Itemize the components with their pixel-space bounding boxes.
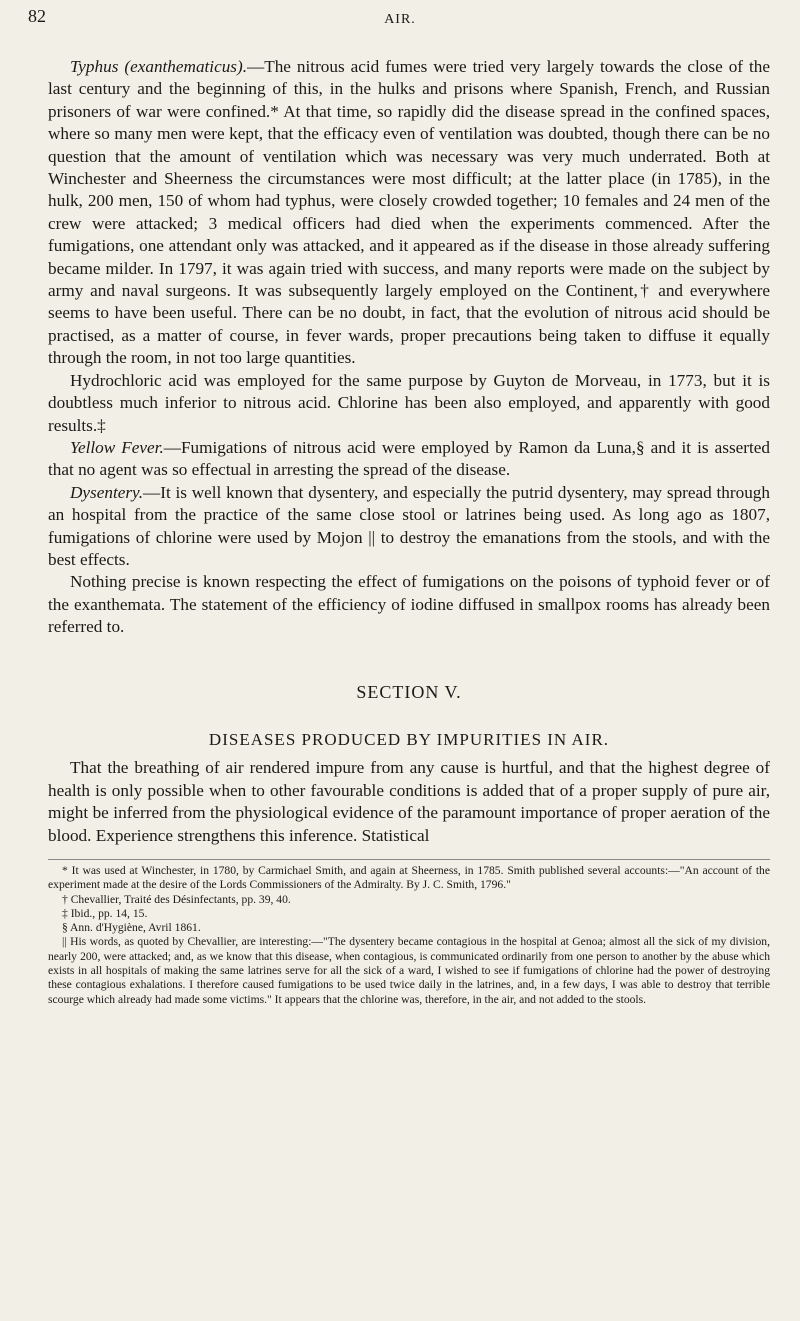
- paragraph-text: —Fumigations of nitrous acid were employed by Ramon da Luna,§ and it is asserted that no agent was so effectual in arresting the spread of the disease.: [48, 437, 770, 480]
- section-paragraph: That the breathing of air rendered impure from any cause is hurtful, and that the highest degree of health is only possible when to other favourable conditions is added that of a proper supply of pure air, might be inferred from the physiological evidence of the paramount importance of proper aeration of the blood. Experience strengthens this inference. Statistical: [48, 758, 770, 845]
- paragraph-hydrochloric: [48, 370, 770, 437]
- footnote-rule: [48, 859, 770, 860]
- page-body: [48, 56, 770, 1007]
- page-number: 82: [28, 6, 46, 26]
- section-title: DISEASES PRODUCED BY IMPURITIES IN AIR.: [208, 729, 610, 749]
- paragraph-lead: Yellow Fever.: [70, 437, 164, 457]
- paragraph-text: —It is well known that dysentery, and especially the putrid dysentery, may spread through an hospital from the practice of the same close stool or latrines being used. As long ago as 1807, fumigations of chlorine were used by Mojon || to destroy the emanations from the stools, and with the best effects.: [48, 482, 770, 569]
- paragraph-lead: Dysentery.: [70, 482, 144, 502]
- paragraph-text: —The nitrous acid fumes were tried very largely towards the close of the last century and the beginning of this, in the hulks and prisons where Spanish, French, and Russian prisoners of war were confined.* At that time, so rapidly did the disease spread in the confined spaces, where so many men were kept, that the efficacy even of ventilation was doubted, though there can be no question that the amount of ventilation which was necessary was very much underrated. Both at Winchester and Sheerness the circumstances were most difficult; at the latter place (in 1785), in the hulk, 200 men, 150 of whom had typhus, were closely crowded together; 10 females and 24 men of the crew were attacked; 3 medical officers had died when the experiments commenced. After the fumigations, one attendant only was attacked, and it appeared as if the disease in those already suffering became milder. In 1797, it was again tried with success, and many reports were made on the subject by army and naval surgeons. It was subsequently largely employed on the Continent,† and everywhere seems to have been useful. There can be no doubt, in fact, that the evolution of nitrous acid should be practised, as a matter of course, in fever wards, proper precautions being taken to diffuse it equally through the room, in not too large quantities.: [48, 57, 770, 368]
- paragraph-text: Nothing precise is known respecting the effect of fumigations on the poisons of typhoid fever or of the exanthemata. The statement of the efficiency of iodine diffused in smallpox rooms has already been referred to.: [48, 572, 770, 637]
- paragraph-typhus: [48, 56, 770, 370]
- running-head: AIR.: [384, 12, 416, 27]
- section-heading: SECTION V.: [356, 681, 462, 702]
- footnotes: [48, 864, 770, 1007]
- footnote: || His words, as quoted by Chevallier, are interesting:—"The dysentery became contagious in the hospital at Genoa; almost all the sick of my division, nearly 200, were attacked; and, as we know that this disease, when contagious, is communicated ordinarily from one person to another by the abuse which exists in all hospitals of making the same latrines serve for all the sick of a ward, I wished to see if fumigations of chlorine had the power of destroying these contagious exhalations. I therefore caused fumigations to be used twice daily in the latrines, and, in a few days, I was able to destroy that terrible scourge which already had made some victims." It appears that the chlorine was, therefore, in the air, and not added to the stools.: [48, 935, 770, 1006]
- paragraph-lead: Typhus (exanthematicus).: [70, 57, 248, 76]
- footnote: ‡ Ibid., pp. 14, 15.: [62, 906, 148, 920]
- footnote: † Chevallier, Traité des Désinfectants, pp. 39, 40.: [62, 892, 291, 906]
- paragraph-text: Hydrochloric acid was employed for the same purpose by Guyton de Morveau, in 1773, but it is doubtless much inferior to nitrous acid. Chlorine has been also employed, and apparently with good results.‡: [48, 370, 770, 435]
- paragraph-dysentery: [48, 482, 770, 572]
- footnote: * It was used at Winchester, in 1780, by Carmichael Smith, and again at Sheerness, in 1785. Smith published several accounts:—"An account of the experiment made at the desire of the Lords Commissioners of the Admiralty. By J. C. Smith, 1796.": [48, 864, 770, 892]
- paragraph-yellow-fever: [48, 437, 770, 482]
- paragraph-nothing-precise: [48, 571, 770, 638]
- footnote: § Ann. d'Hygiène, Avril 1861.: [62, 921, 201, 935]
